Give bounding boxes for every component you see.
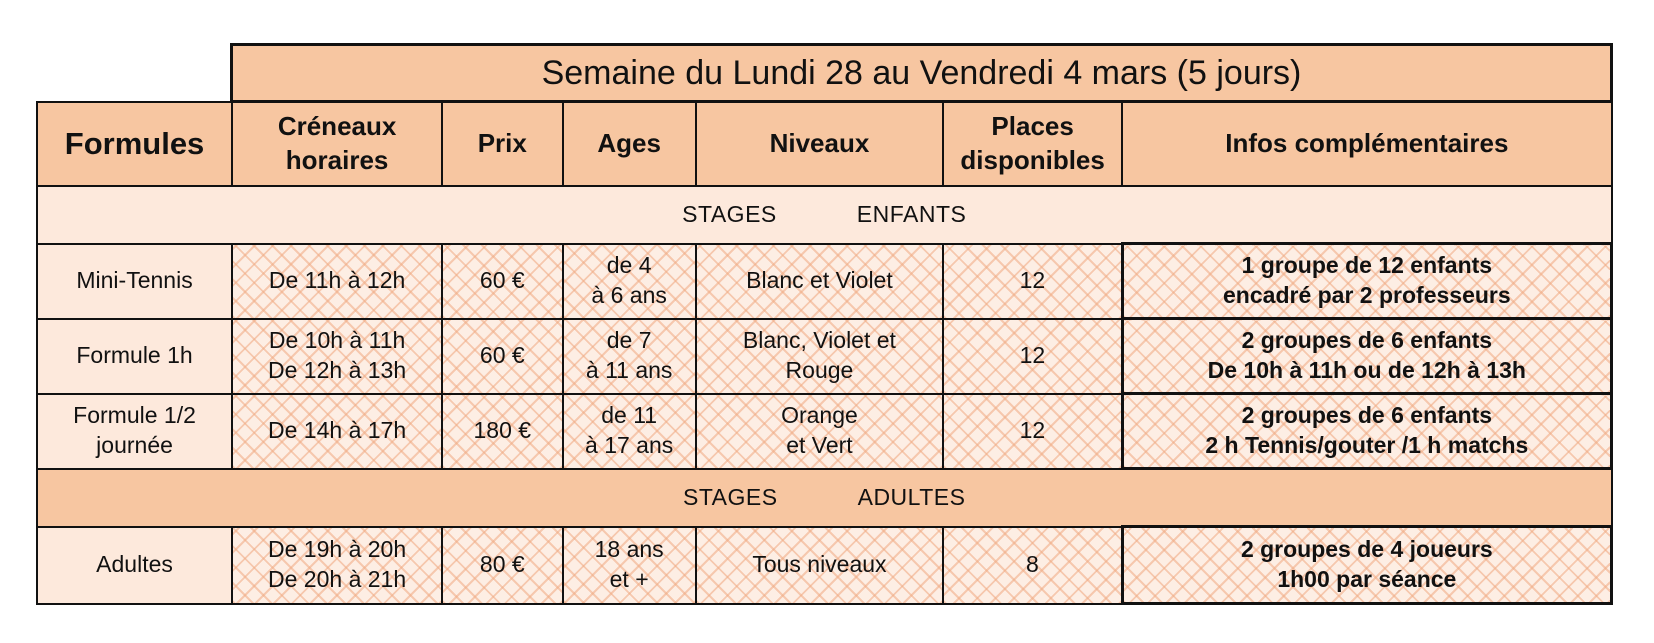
cell-formule-line1: Formule 1h: [76, 342, 193, 369]
cell-niveaux-line1: Blanc et Violet: [746, 267, 893, 294]
header-creneaux-line1: Créneaux: [277, 111, 397, 142]
cell-niveaux: [696, 394, 943, 469]
cell-creneaux-line1: De 19h à 20h: [268, 536, 407, 563]
cell-creneaux-line2: De 12h à 13h: [268, 357, 407, 383]
cell-infos-line1: 2 groupes de 6 enfants: [1241, 402, 1493, 429]
section-adultes-label1: STAGES: [683, 483, 778, 510]
cell-ages-line2: et +: [609, 566, 649, 592]
cell-niveaux: [696, 527, 943, 604]
cell-formule: [37, 527, 232, 604]
cell-formule-line1: Mini-Tennis: [76, 267, 193, 294]
cell-infos: [1122, 319, 1611, 394]
table-row: [37, 244, 1612, 319]
header-creneaux-line2: horaires: [285, 145, 389, 175]
section-adultes: [37, 469, 1612, 527]
cell-ages: [563, 244, 696, 319]
cell-niveaux-line1: Orange: [781, 402, 858, 429]
header-formules: Formules: [37, 102, 232, 186]
cell-infos-line2: De 10h à 11h ou de 12h à 13h: [1207, 357, 1526, 383]
cell-niveaux-line2: Rouge: [785, 357, 854, 383]
cell-ages-line1: de 11: [601, 402, 658, 429]
cell-ages-line1: de 7: [606, 327, 652, 354]
cell-creneaux-line1: De 14h à 17h: [268, 417, 407, 444]
section-enfants-label1: STAGES: [682, 200, 777, 227]
cell-infos-line1: 1 groupe de 12 enfants: [1241, 252, 1493, 279]
header-niveaux: Niveaux: [696, 102, 943, 186]
header-places-line2: disponibles: [960, 145, 1105, 175]
cell-formule: [37, 319, 232, 394]
section-adultes-cell: [37, 469, 1612, 527]
cell-niveaux: [696, 244, 943, 319]
cell-niveaux: [696, 319, 943, 394]
cell-formule: [37, 394, 232, 469]
header-places-line1: Places: [991, 111, 1074, 142]
cell-niveaux-line2: et Vert: [786, 432, 853, 458]
header-creneaux: [232, 102, 442, 186]
section-adultes-label2: ADULTES: [857, 483, 966, 510]
cell-ages-line2: à 11 ans: [585, 357, 673, 383]
cell-formule-line1: Adultes: [96, 551, 173, 578]
cell-places: 12: [943, 394, 1122, 469]
cell-infos: [1122, 527, 1611, 604]
cell-infos-line2: 2 h Tennis/gouter /1 h matchs: [1205, 432, 1529, 458]
cell-infos: [1122, 394, 1611, 469]
cell-prix: 60 €: [442, 319, 562, 394]
header-ages: Ages: [563, 102, 696, 186]
section-enfants-label2: ENFANTS: [856, 200, 967, 227]
cell-prix: 180 €: [442, 394, 562, 469]
cell-infos-line2: 1h00 par séance: [1277, 566, 1457, 592]
cell-creneaux: [232, 319, 442, 394]
cell-creneaux-line1: De 11h à 12h: [268, 267, 406, 294]
cell-places: 8: [943, 527, 1122, 604]
section-enfants: [37, 186, 1612, 244]
cell-infos-line1: 2 groupes de 4 joueurs: [1240, 536, 1493, 563]
table-row: [37, 394, 1612, 469]
cell-ages-line1: 18 ans: [594, 536, 664, 563]
cell-creneaux: [232, 394, 442, 469]
cell-infos: [1122, 244, 1611, 319]
cell-infos-line1: 2 groupes de 6 enfants: [1241, 327, 1493, 354]
header-prix: Prix: [442, 102, 562, 186]
cell-ages: [563, 319, 696, 394]
cell-creneaux: [232, 527, 442, 604]
header-row: [37, 102, 1612, 186]
section-enfants-cell: [37, 186, 1612, 244]
schedule-table: [36, 101, 1613, 605]
cell-niveaux-line1: Blanc, Violet et: [742, 327, 896, 354]
cell-ages-line2: à 17 ans: [585, 432, 674, 458]
cell-places: 12: [943, 244, 1122, 319]
cell-creneaux-line1: De 10h à 11h: [268, 327, 406, 354]
cell-creneaux-line2: De 20h à 21h: [268, 566, 407, 592]
cell-formule-line1: Formule 1/2: [73, 402, 196, 429]
table-row: [37, 319, 1612, 394]
cell-niveaux-line1: Tous niveaux: [752, 551, 887, 578]
cell-ages: [563, 394, 696, 469]
cell-ages-line1: de 4: [606, 252, 652, 279]
cell-formule-line2: journée: [96, 432, 173, 458]
cell-prix: 60 €: [442, 244, 562, 319]
header-places: [943, 102, 1122, 186]
week-title: Semaine du Lundi 28 au Vendredi 4 mars (5 jours): [230, 43, 1613, 103]
cell-ages: [563, 527, 696, 604]
table-row: [37, 527, 1612, 604]
cell-ages-line2: à 6 ans: [591, 282, 667, 308]
cell-infos-line2: encadré par 2 professeurs: [1223, 282, 1511, 308]
cell-places: 12: [943, 319, 1122, 394]
header-infos: Infos complémentaires: [1122, 102, 1611, 186]
cell-formule: [37, 244, 232, 319]
cell-prix: 80 €: [442, 527, 562, 604]
cell-creneaux: [232, 244, 442, 319]
